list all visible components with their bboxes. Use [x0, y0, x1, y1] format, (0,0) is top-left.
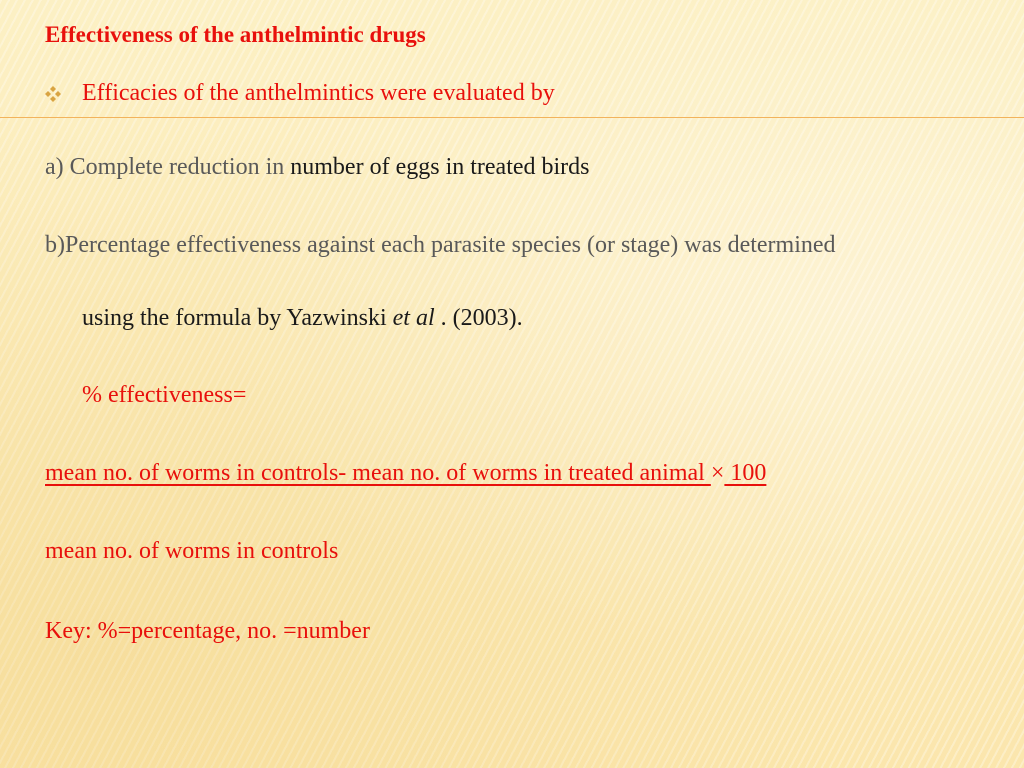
line-b: b)Percentage effectiveness against each parasite species (or stage) was determined: [45, 232, 836, 258]
line-b2-italic: et al: [392, 305, 435, 331]
effectiveness-label: % effectiveness=: [82, 382, 247, 408]
divider-line: [0, 117, 1024, 118]
formula-hundred: 100: [724, 460, 767, 486]
line-b2-part2: . (2003).: [434, 305, 523, 331]
formula-numerator-line: [45, 458, 766, 488]
line-a: [45, 152, 590, 182]
line-b2-part1: using the formula by Yazwinski: [82, 305, 393, 331]
slide-title: Effectiveness of the anthelmintic drugs: [45, 22, 426, 47]
formula-numerator: mean no. of worms in controls- mean no. of worms in treated animal: [45, 460, 711, 486]
four-diamond-bullet-icon: [44, 85, 62, 103]
formula-times: ×: [710, 460, 725, 486]
line-b2: [82, 303, 523, 333]
bullet-text: Efficacies of the anthelmintics were evaluated by: [82, 80, 555, 106]
key-line: Key: %=percentage, no. =number: [45, 618, 370, 644]
formula-denominator: mean no. of worms in controls: [45, 538, 339, 564]
line-a-part2: number of eggs in treated birds: [290, 154, 590, 180]
line-a-part1: a) Complete reduction in: [45, 154, 291, 180]
